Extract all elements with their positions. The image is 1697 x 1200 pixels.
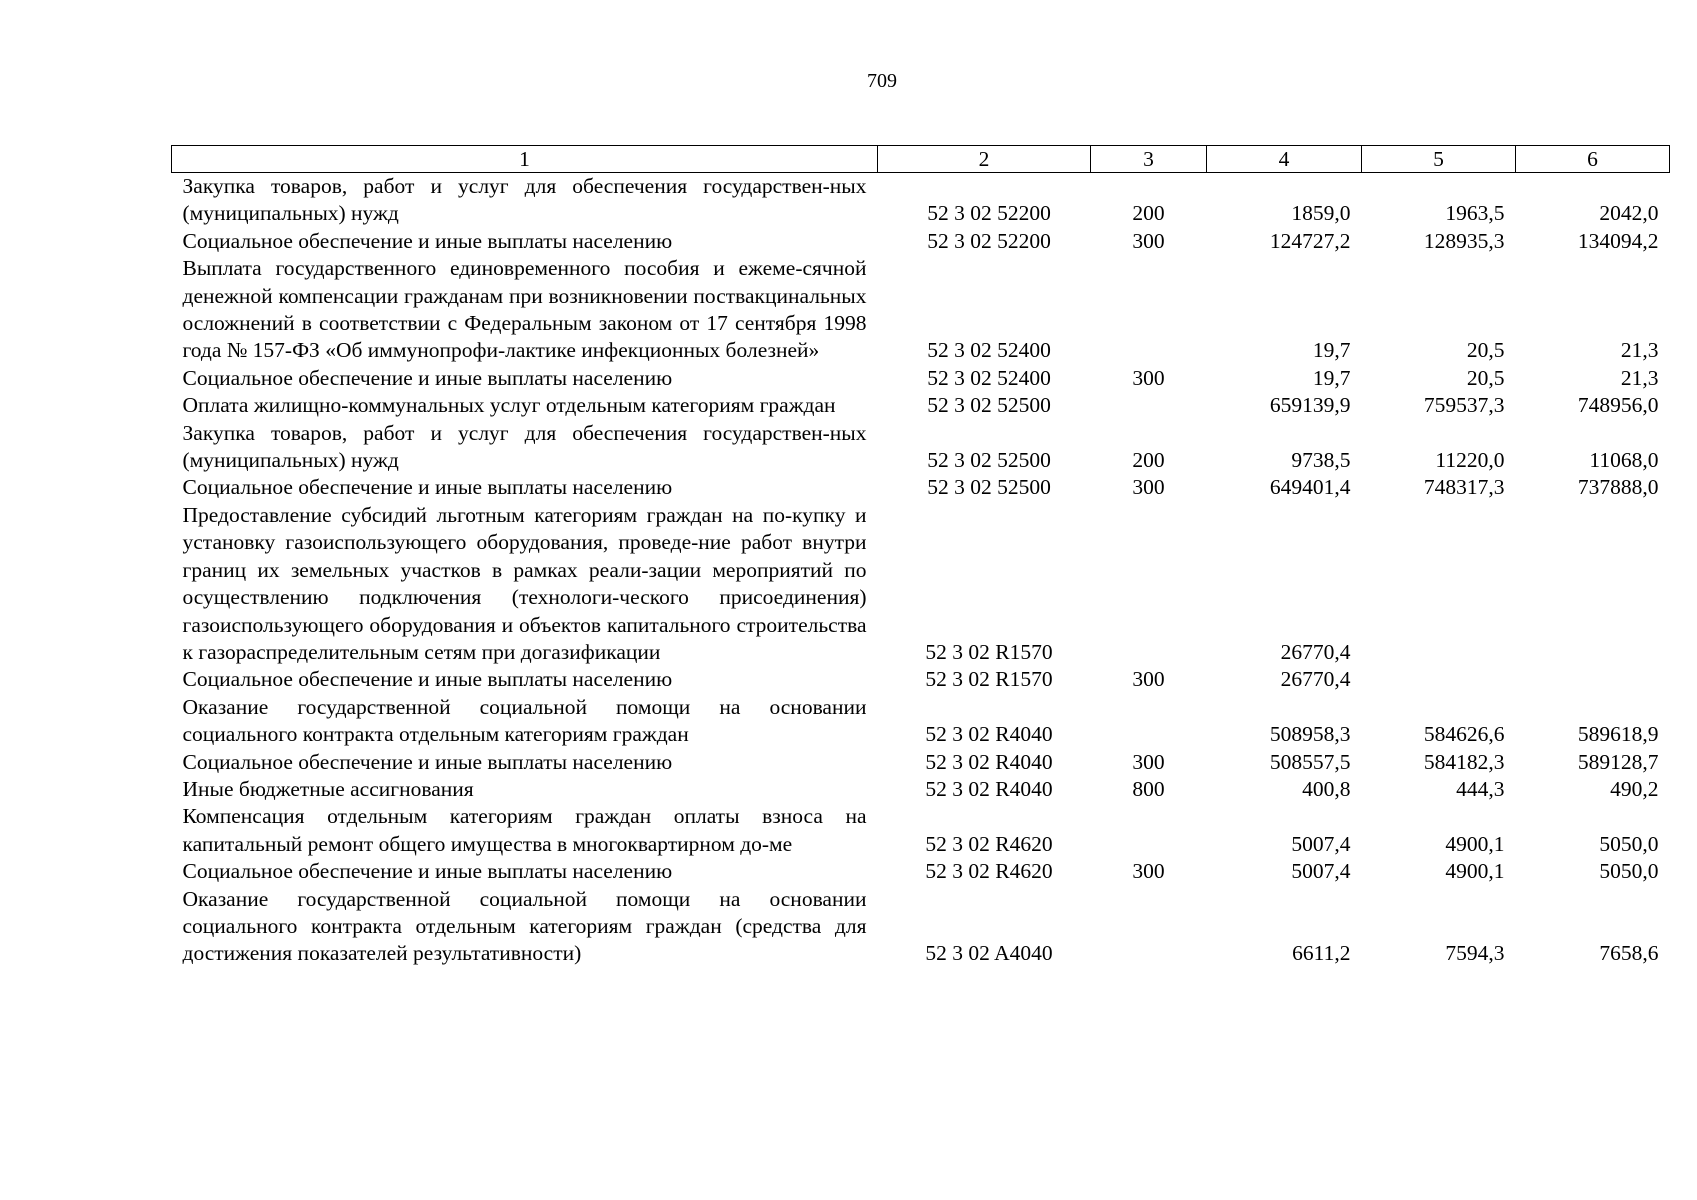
- row-code-cell: 52 3 02 R4620: [925, 859, 1053, 884]
- table-row: [172, 803, 1670, 858]
- row-value-col6-cell: [1516, 666, 1670, 693]
- row-value-col5-cell: 759537,3: [1423, 393, 1505, 418]
- table-row: [172, 886, 1670, 968]
- row-type-cell: 300: [1132, 859, 1165, 884]
- row-value-col4-cell: 659139,9: [1269, 393, 1351, 418]
- row-value-col5-cell: 584182,3: [1423, 749, 1505, 774]
- row-code-cell: 52 3 02 52400: [927, 338, 1051, 363]
- row-type-cell: [1091, 502, 1207, 666]
- row-type-cell: [1091, 694, 1207, 749]
- row-value-col5-cell: 20,5: [1466, 338, 1505, 363]
- row-value-col6-cell: 5050,0: [1599, 859, 1659, 884]
- row-value-col5-cell: 4900,1: [1445, 859, 1505, 884]
- row-value-col6-cell: 7658,6: [1599, 941, 1659, 966]
- row-value-col6-cell: 737888,0: [1577, 475, 1659, 500]
- column-header: 5: [1362, 146, 1516, 173]
- row-value-col5-cell: [1362, 502, 1516, 666]
- row-value-col6-cell: [1516, 502, 1670, 666]
- column-header: 4: [1207, 146, 1362, 173]
- row-name-cell: Закупка товаров, работ и услуг для обеспечения государствен-ных (муниципальных) нужд: [182, 420, 867, 473]
- table-row: [172, 749, 1670, 776]
- row-type-cell: 200: [1132, 201, 1165, 226]
- row-value-col6-cell: 5050,0: [1599, 831, 1659, 856]
- row-value-col6-cell: 589618,9: [1577, 722, 1659, 747]
- row-type-cell: 200: [1132, 448, 1165, 473]
- table-body: [172, 173, 1670, 968]
- row-value-col5-cell: [1362, 666, 1516, 693]
- row-type-cell: 800: [1132, 776, 1165, 801]
- table-row: [172, 776, 1670, 803]
- table-row: [172, 255, 1670, 365]
- row-type-cell: [1091, 255, 1207, 365]
- row-code-cell: 52 3 02 A4040: [925, 941, 1053, 966]
- row-code-cell: 52 3 02 52200: [927, 201, 1051, 226]
- table-row: [172, 502, 1670, 666]
- row-value-col4-cell: 649401,4: [1269, 475, 1351, 500]
- table-row: [172, 858, 1670, 885]
- row-value-col5-cell: 444,3: [1456, 776, 1505, 801]
- row-type-cell: 300: [1132, 228, 1165, 253]
- row-value-col5-cell: 748317,3: [1423, 475, 1505, 500]
- row-value-col4-cell: 6611,2: [1292, 941, 1351, 966]
- row-type-cell: 300: [1132, 475, 1165, 500]
- row-value-col5-cell: 584626,6: [1423, 722, 1505, 747]
- row-name-cell: Закупка товаров, работ и услуг для обеспечения государствен-ных (муниципальных) нужд: [182, 174, 867, 226]
- row-value-col4-cell: 508557,5: [1269, 749, 1351, 774]
- row-value-col4-cell: 508958,3: [1269, 722, 1351, 747]
- row-value-col5-cell: 128935,3: [1423, 228, 1505, 253]
- row-code-cell: 52 3 02 R4040: [925, 749, 1053, 774]
- row-value-col4-cell: 26770,4: [1280, 639, 1351, 664]
- row-name-cell: Социальное обеспечение и иные выплаты населению: [182, 228, 673, 253]
- table-row: [172, 365, 1670, 392]
- row-code-cell: 52 3 02 R4040: [925, 722, 1053, 747]
- row-code-cell: 52 3 02 52500: [927, 393, 1051, 418]
- row-code-cell: 52 3 02 R1570: [925, 639, 1053, 664]
- column-header: 3: [1091, 146, 1207, 173]
- row-value-col6-cell: 21,3: [1620, 338, 1659, 363]
- row-value-col6-cell: 21,3: [1620, 365, 1659, 390]
- row-value-col4-cell: 26770,4: [1280, 667, 1351, 692]
- row-value-col4-cell: 19,7: [1312, 365, 1351, 390]
- row-name-cell: Социальное обеспечение и иные выплаты населению: [182, 859, 673, 884]
- row-value-col6-cell: 589128,7: [1577, 749, 1659, 774]
- row-value-col4-cell: 5007,4: [1291, 831, 1351, 856]
- row-type-cell: 300: [1132, 365, 1165, 390]
- row-value-col6-cell: 2042,0: [1599, 201, 1659, 226]
- column-header: 2: [878, 146, 1091, 173]
- row-name-cell: Выплата государственного единовременного пособия и ежеме-сячной денежной компенсации гражданам при возникновении поствакцинальных осложнений в соответствии с Федеральным законом от 17 сентября 1998 года № 157-ФЗ «Об иммунопрофи-лактике инфекционных болезней»: [182, 256, 867, 363]
- row-name-cell: Иные бюджетные ассигнования: [182, 776, 474, 801]
- row-value-col5-cell: 11220,0: [1435, 448, 1505, 473]
- table-row: [172, 474, 1670, 501]
- row-value-col4-cell: 9738,5: [1291, 448, 1351, 473]
- row-value-col4-cell: 5007,4: [1291, 859, 1351, 884]
- budget-table: [171, 145, 1670, 968]
- row-code-cell: 52 3 02 52500: [927, 448, 1051, 473]
- row-type-cell: [1091, 886, 1207, 968]
- row-value-col5-cell: 7594,3: [1445, 941, 1505, 966]
- row-value-col6-cell: 134094,2: [1577, 228, 1659, 253]
- row-name-cell: Социальное обеспечение и иные выплаты населению: [182, 749, 673, 774]
- row-type-cell: [1091, 803, 1207, 858]
- row-type-cell: [1091, 392, 1207, 419]
- table-row: [172, 173, 1670, 228]
- row-code-cell: 52 3 02 52500: [927, 475, 1051, 500]
- row-name-cell: Предоставление субсидий льготным категориям граждан на по-купку и установку газоиспользующего оборудования, проведе-ние работ внутри границ их земельных участков в рамках реали-зации мероприятий по осуществлению подключения (технологи-ческого присоединения) газоиспользующего оборудования и объектов капитального строительства к газораспределительным сетям при догазификации: [182, 502, 867, 664]
- row-name-cell: Социальное обеспечение и иные выплаты населению: [182, 365, 673, 390]
- row-name-cell: Оплата жилищно-коммунальных услуг отдельным категориям граждан: [182, 393, 836, 418]
- column-number-header-row: [172, 146, 1670, 173]
- row-value-col4-cell: 1859,0: [1291, 201, 1351, 226]
- row-value-col5-cell: 4900,1: [1445, 831, 1505, 856]
- row-value-col5-cell: 1963,5: [1445, 201, 1505, 226]
- row-name-cell: Социальное обеспечение и иные выплаты населению: [182, 667, 673, 692]
- page-number: 709: [867, 70, 897, 92]
- row-code-cell: 52 3 02 R4040: [925, 776, 1053, 801]
- table-row: [172, 228, 1670, 255]
- table-row: [172, 666, 1670, 693]
- row-code-cell: 52 3 02 52200: [927, 228, 1051, 253]
- row-name-cell: Компенсация отдельным категориям граждан оплаты взноса на капитальный ремонт общего имущества в многоквартирном до-ме: [182, 804, 867, 856]
- row-code-cell: 52 3 02 R1570: [925, 667, 1053, 692]
- row-value-col5-cell: 20,5: [1466, 365, 1505, 390]
- table-row: [172, 694, 1670, 749]
- table-row: [172, 392, 1670, 419]
- row-type-cell: 300: [1132, 667, 1165, 692]
- row-name-cell: Оказание государственной социальной помощи на основании социального контракта отдельным категориям граждан (средства для достижения показателей результативности): [182, 886, 867, 966]
- row-type-cell: 300: [1132, 749, 1165, 774]
- row-code-cell: 52 3 02 R4620: [925, 831, 1053, 856]
- row-value-col6-cell: 490,2: [1610, 776, 1659, 801]
- row-value-col6-cell: 11068,0: [1589, 448, 1659, 473]
- row-name-cell: Социальное обеспечение и иные выплаты населению: [182, 475, 673, 500]
- row-value-col6-cell: 748956,0: [1577, 393, 1659, 418]
- column-header: 6: [1516, 146, 1670, 173]
- row-name-cell: Оказание государственной социальной помощи на основании социального контракта отдельным категориям граждан: [182, 694, 867, 747]
- row-value-col4-cell: 124727,2: [1269, 228, 1351, 253]
- table-row: [172, 420, 1670, 475]
- row-value-col4-cell: 19,7: [1312, 338, 1351, 363]
- row-code-cell: 52 3 02 52400: [927, 365, 1051, 390]
- column-header: 1: [172, 146, 878, 173]
- row-value-col4-cell: 400,8: [1302, 776, 1351, 801]
